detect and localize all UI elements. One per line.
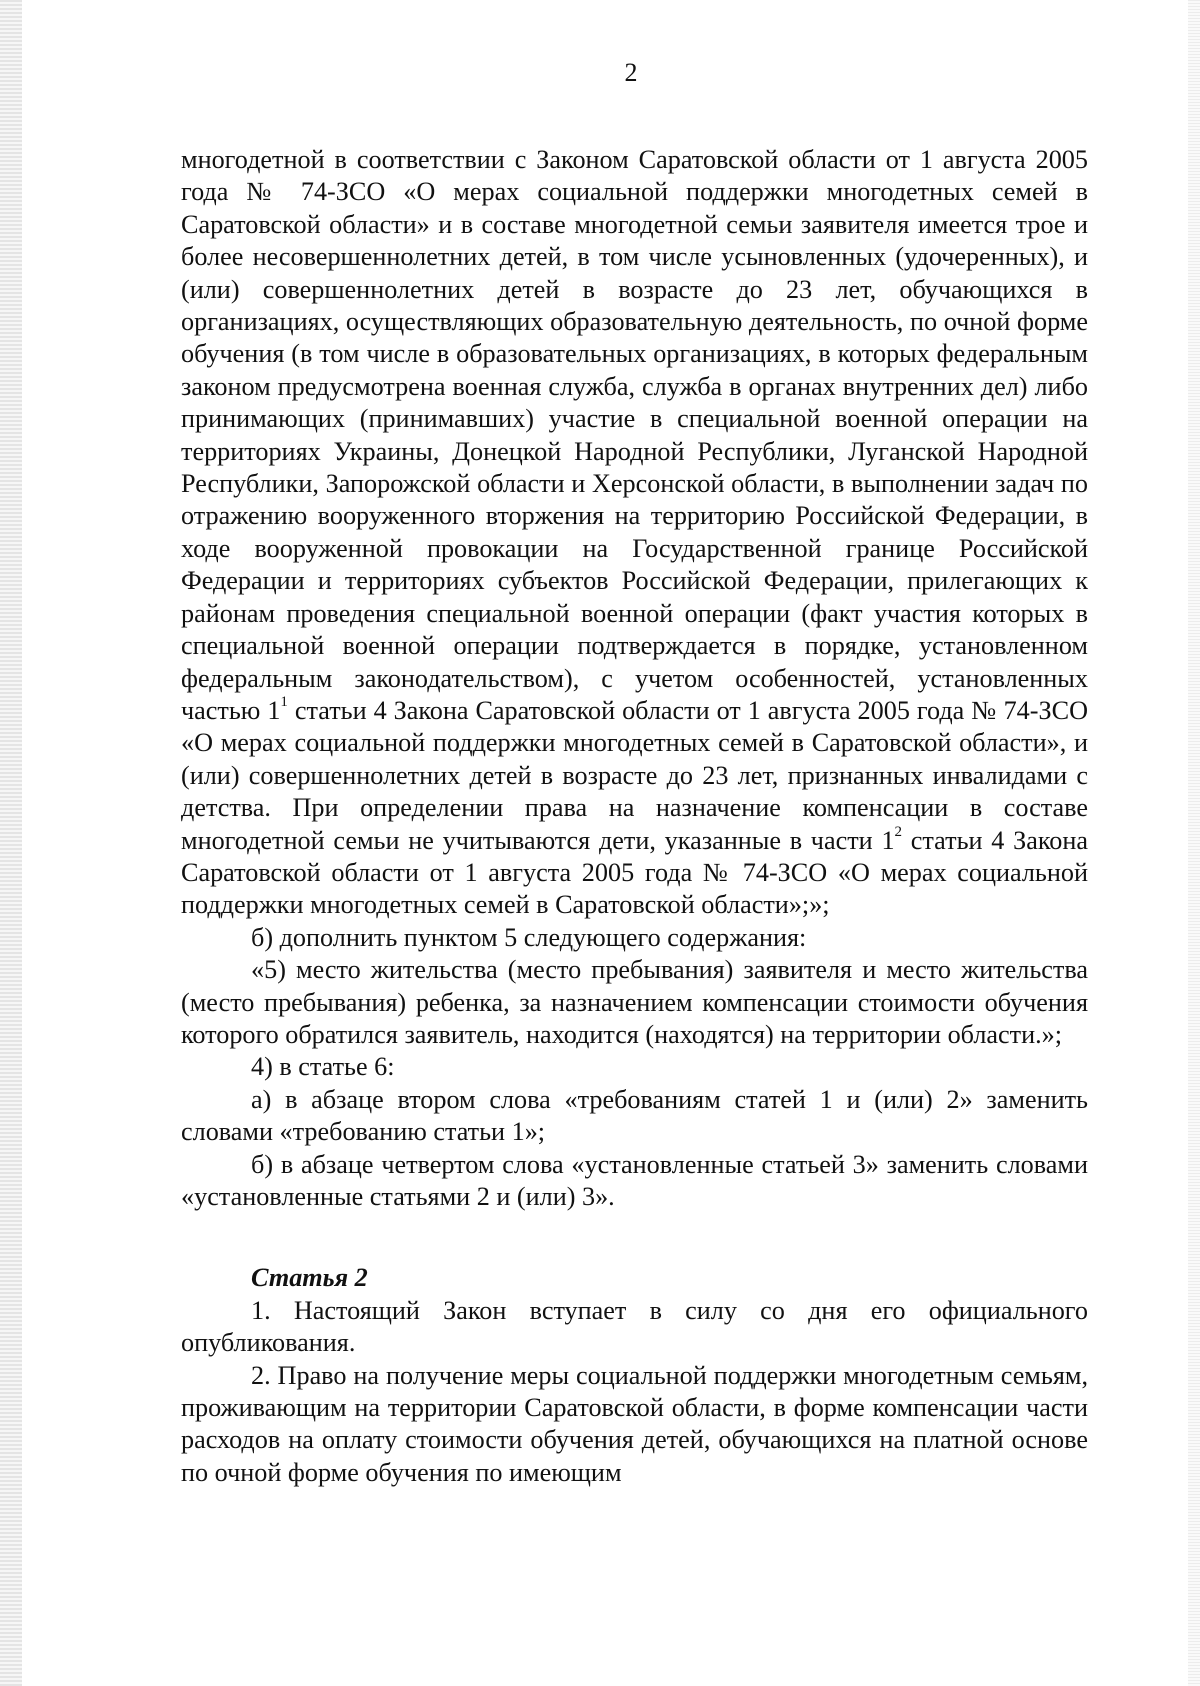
scan-edge-right [1188, 0, 1200, 1686]
paragraph-text-part-3: статьи 4 Закона Саратовской области от 1 августа 2005 года № 74-ЗСО «О мерах социальной поддержки многодетных семей в Саратовской области»;»; [181, 825, 1088, 920]
paragraph-item-4: 4) в статье 6: [251, 1052, 395, 1082]
paragraph-item-a: а) в абзаце втором слова «требованиям статей 1 и (или) 2» заменить словами «требованию статьи 1»; [181, 1084, 1088, 1147]
scan-edge-left [0, 0, 22, 1686]
paragraph-continuation [181, 144, 1088, 922]
article-paragraph-1: 1. Настоящий Закон вступает в силу со дня его официального опубликования. [181, 1295, 1088, 1358]
paragraph-item-5: «5) место жительства (место пребывания) заявителя и место жительства (место пребывания) ребенка, за назначением компенсации стоимости обучения которого обратился заявитель, находится (находятся) на территории области.»; [181, 955, 1088, 1049]
article-paragraph-2: 2. Право на получение меры социальной поддержки многодетным семьям, проживающим на территории Саратовской области, в форме компенсации части расходов на оплату стоимости обучения детей, обучающихся на платной основе по очной форме обучения по имеющим [181, 1360, 1088, 1487]
paragraph-item-b-2: б) в абзаце четвертом слова «установленные статьей 3» заменить словами «установленные статьями 2 и (или) 3». [181, 1149, 1088, 1211]
paragraph-text-part-2: статьи 4 Закона Саратовской области от 1 августа 2005 года № 74-ЗСО «О мерах социальной поддержки многодетных семей в Саратовской области», и (или) совершеннолетних детей в возрасте до 23 лет, признанных инвалидами с детства. При определении права на назначение компенсации в составе многодетной семьи не учитываются дети, указанные в части 1 [181, 695, 1088, 855]
section-spacer [181, 1213, 1088, 1262]
superscript-1: 1 [280, 694, 288, 711]
article-heading: Статья 2 [251, 1263, 368, 1293]
paragraph-text-part-1: многодетной в соответствии с Законом Саратовской области от 1 августа 2005 года № 74-ЗСО «О мерах социальной поддержки многодетных семей в Саратовской области» и в составе многодетной семьи заявителя имеется трое и более несовершеннолетних детей, в том числе усыновленных (удочеренных), и (или) совершеннолетних детей в возрасте до 23 лет, обучающихся в организациях, осуществляющих образовательную деятельность, по очной форме обучения (в том числе в образовательных организациях, в которых федеральным законом предусмотрена военная служба, служба в органах внутренних дел) либо принимающих (принимавших) участие в специальной военной операции на территориях Украины, Донецкой Народной Республики, Луганской Народной Республики, Запорожской области и Херсонской области, в выполнении задач по отражению вооруженного вторжения на территорию Российской Федерации, в ходе вооруженной провокации на Государственной границе Российской Федерации и территориях субъектов Российской Федерации, прилегающих к районам проведения специальной военной операции (факт участия которых в специальной военной операции подтверждается в порядке, установленном федеральным законодательством), с учетом особенностей, установленных частью 1 [181, 145, 1088, 725]
page-number: 2 [624, 58, 638, 87]
document-body [181, 144, 1088, 1489]
paragraph-item-b: б) дополнить пунктом 5 следующего содержания: [251, 922, 807, 952]
superscript-2: 2 [894, 823, 903, 840]
